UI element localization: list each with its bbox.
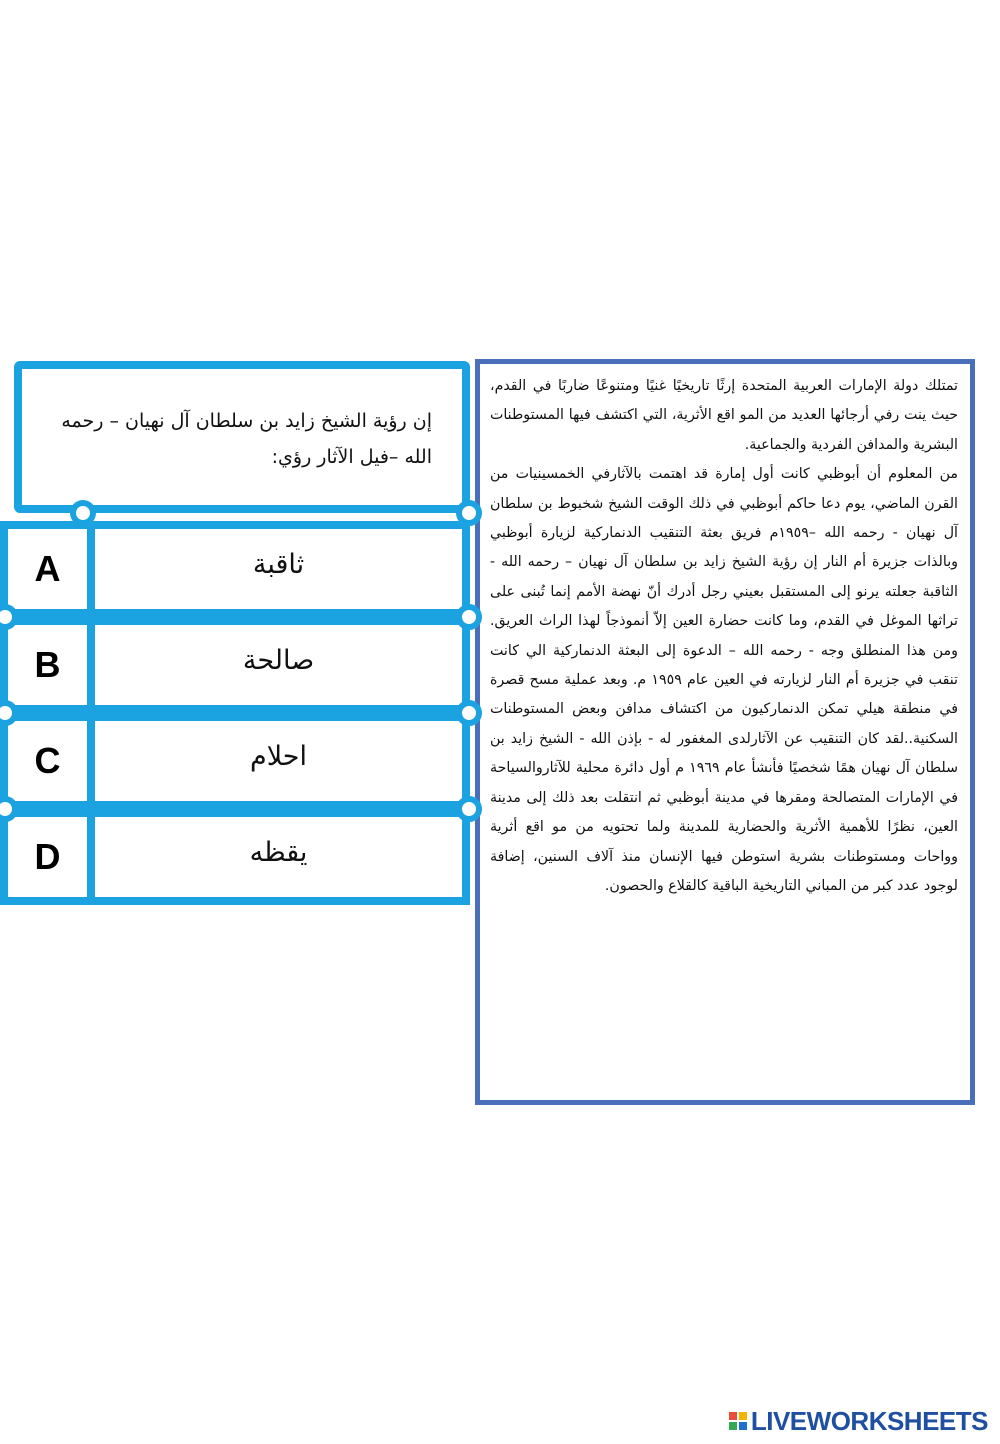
question-box — [14, 361, 470, 513]
reading-passage — [490, 372, 958, 901]
option-text: يقظه — [249, 837, 308, 868]
option-letter-cell[interactable] — [0, 713, 95, 809]
option-letter: A — [34, 548, 61, 589]
passage-paragraph-2: من المعلوم أن أبوظبي كانت أول إمارة قد اهتمت بالآثارفي الخمسينيات من القرن الماضي، يوم دعا حاكم أبوظبي في ذلك الوقت الشيخ شخبوط بن سلطان آل نهيان - رحمه الله –١٩٥٩م فريق بعثة التنقيب الدنماركية لزيارة أبوظبي وبالذات جزيرة أم النار إن رؤية الشيخ زايد بن سلطان آل نهيان – رحمه الله - الثاقبة جعلته يرنو إلى المستقبل بعيني رجل أدرك أنّ نهضة الأمم إنما تُبنى على تراثها الموغل في القدم، وما كانت حضارة العين إلاّ أنموذجاً لهذا الراث العريق. ومن هذا المنطلق وجه - رحمه الله – الدعوة إلى البعثة الدنماركية الي كانت تنقب في جزيرة أم النار لزيارته في العين عام ١٩٥٩ م. وبعد عملية مسح قصرة في منطقة هيلي تمكن الدنماركيون من اكتشاف مدافن وبعض المستوطنات السكنية..لقد كان التنقيب عن الآثارلدى المغفور له - بإذن الله - الشيخ زايد بن سلطان آل نهيان همًا شخصيًا فأنشأ عام ١٩٦٩ م أول دائرة محلية للآثاروالسياحة في الإمارات المتصالحة ومقرها في مدينة أبوظبي ثم انتقلت بعد ذلك إلى مدينة العين، نظرًا للأهمية الأثرية والحضارية للمدينة ولما تحتويه من مو اقع أثرية وواحات ومستوطنات بشرية استوطن فيها الإنسان منذ آلاف السنين، إضافة لوجود عدد كبر من المباني التاريخية الباقية كالقلاع والحصون. — [490, 466, 958, 894]
option-letter-cell[interactable] — [0, 521, 95, 617]
frame-notch — [456, 796, 482, 822]
question-text: إن رؤية الشيخ زايد بن سلطان آل نهيان – رحمه الله –فيل الآثار رؤي: — [61, 410, 432, 468]
reading-passage-box — [475, 359, 975, 1105]
option-text: ثاقبة — [252, 549, 305, 580]
liveworksheets-logo-icon — [729, 1412, 747, 1430]
option-answer-cell[interactable] — [87, 809, 470, 905]
option-row-d[interactable] — [0, 809, 470, 905]
option-answer-cell[interactable] — [87, 617, 470, 713]
option-text: احلام — [249, 741, 308, 772]
option-letter-cell[interactable] — [0, 617, 95, 713]
logo-text: LIVEWORKSHEETS — [750, 1405, 988, 1436]
frame-notch — [456, 604, 482, 630]
option-letter: D — [34, 836, 61, 877]
passage-paragraph-1: تمتلك دولة الإمارات العربية المتحدة إرثًا تاريخيًا غنيًا ومتنوعًا ضاربًا في القدم، حيث ينت رفي أرجائها العديد من المو اقع الأثرية، التي اكتشف فيها المستوطنات البشرية والمدافن الفردية والجماعية. — [490, 378, 958, 453]
option-row-a[interactable] — [0, 521, 470, 617]
option-text: صالحة — [242, 645, 315, 676]
frame-notch — [456, 700, 482, 726]
liveworksheets-logo — [729, 1406, 988, 1436]
option-answer-cell[interactable] — [87, 521, 470, 617]
option-letter: B — [34, 644, 61, 685]
option-letter: C — [34, 740, 61, 781]
option-row-b[interactable] — [0, 617, 470, 713]
option-answer-cell[interactable] — [87, 713, 470, 809]
option-row-c[interactable] — [0, 713, 470, 809]
option-letter-cell[interactable] — [0, 809, 95, 905]
